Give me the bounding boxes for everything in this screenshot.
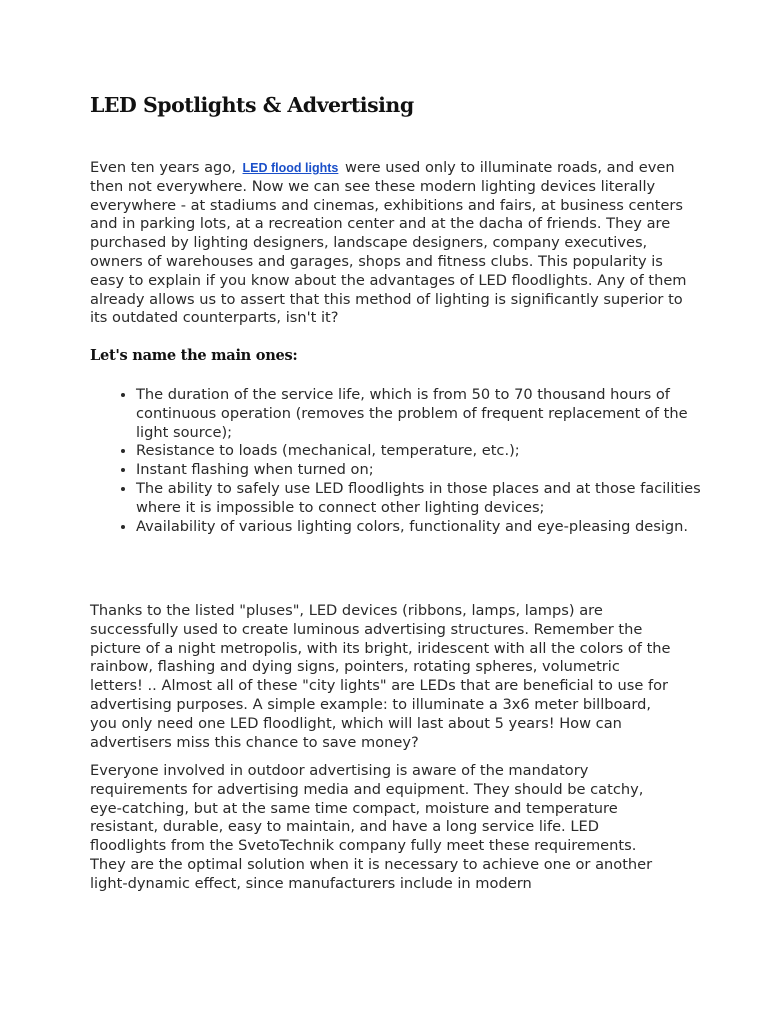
advantages-list (110, 386, 706, 536)
list-item: • Availability of various lighting colors, functionality and eye-pleasing design. (136, 518, 706, 537)
list-item: • The duration of the service life, which is from 50 to 70 thousand hours of continuous operation (removes the problem of frequent replacement of the light source); (136, 386, 706, 442)
intro-paragraph (90, 159, 690, 328)
requirements-paragraph: Everyone involved in outdoor advertising is aware of the mandatory requirements for advertising media and equipment. They should be catchy, eye-catching, but at the same time compact, moisture and temperature resistant, durable, easy to maintain, and have a long service life. LED floodlights from the SvetoTechnik company fully meet these requirements. They are the optimal solution when it is necessary to achieve one or another light-dynamic effect, since manufacturers include in modern (90, 762, 653, 892)
page-title: LED Spotlights & Advertising (90, 93, 414, 117)
intro-text-after-link: were used only to illuminate roads, and even then not everywhere. Now we can see these modern lighting devices literally everywhere - at stadiums and cinemas, exhibitions and fairs, at business centers and in parking lots, at a recreation center and at the dacha of friends. They are purchased by lighting designers, landscape designers, company executives, owners of warehouses and garages, shops and fitness clubs. This popularity is easy to explain if you know about the advantages of LED floodlights. Any of them already allows us to assert that this method of lighting is significantly superior to its outdated counterparts, isn't it? (90, 159, 687, 327)
advertising-paragraph: Thanks to the listed "pluses", LED devices (ribbons, lamps, lamps) are successfully used to create luminous advertising structures. Remember the picture of a night metropolis, with its bright, iridescent with all the colors of the rainbow, flashing and dying signs, pointers, rotating spheres, volumetric letters! .. Almost all of these "city lights" are LEDs that are beneficial to use for advertising purposes. A simple example: to illuminate a 3x6 meter billboard, you only need one LED floodlight, which will last about 5 years! How can advertisers miss this chance to save money? (90, 602, 671, 751)
list-item: • Instant flashing when turned on; (136, 461, 706, 480)
list-item: • Resistance to loads (mechanical, temperature, etc.); (136, 442, 706, 461)
section-subheading: Let's name the main ones: (90, 347, 298, 364)
intro-text-before-link: Even ten years ago, (90, 159, 241, 176)
led-flood-lights-link[interactable]: LED flood lights (242, 161, 339, 175)
list-item: • The ability to safely use LED floodlights in those places and at those facilities where it is impossible to connect other lighting devices; (136, 480, 706, 518)
